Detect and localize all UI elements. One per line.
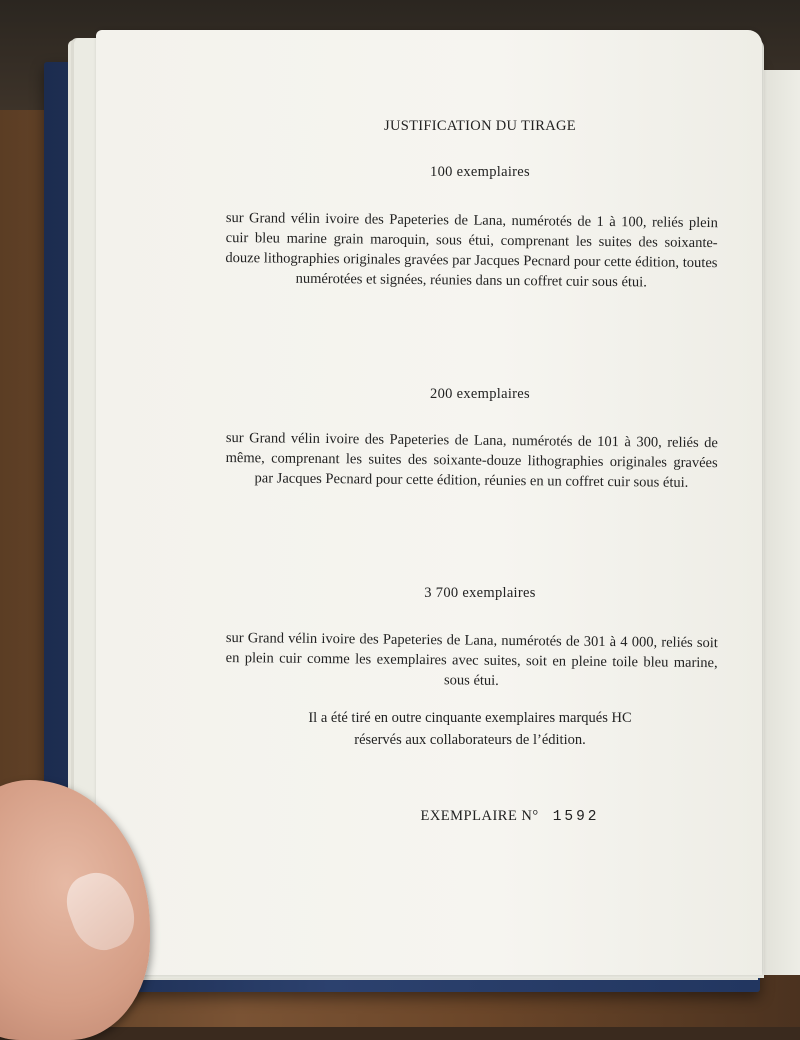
section2-title: 200 exemplaires <box>430 386 530 402</box>
section2-text: sur Grand vélin ivoire des Papeteries de Lana, numérotés de 101 à 300, reliés de même, comprenant les suites des soixante-douze lithographies originales gravées par Jacques Pecnard pour cette édition, réunies en un coffret cuir sous étui. <box>225 429 718 491</box>
exemplaire-number: 1592 <box>552 809 600 825</box>
note-line1: Il a été tiré en outre cinquante exemplaires marqués HC <box>308 710 632 726</box>
section3-text: sur Grand vélin ivoire des Papeteries de Lana, numérotés de 301 à 4 000, reliés soit en plein cuir comme les exemplaires avec suites, soit en pleine toile bleu marine, sous étui. <box>225 629 718 689</box>
exemplaire-line <box>300 806 720 827</box>
page-heading: JUSTIFICATION DU TIRAGE <box>384 118 576 134</box>
section1-title: 100 exemplaires <box>430 164 530 180</box>
section3-title: 3 700 exemplaires <box>424 585 536 601</box>
section1-text: sur Grand vélin ivoire des Papeteries de Lana, numérotés de 1 à 100, reliés plein cuir bleu marine grain maroquin, sous étui, comprenant les suites des soixante-douze lithographies originales gravées par Jacques Pecnard pour cette édition, toutes numérotées et signées, réunies dans un coffret cuir sous étui. <box>225 209 718 291</box>
exemplaire-label: EXEMPLAIRE N° <box>420 808 539 824</box>
note-line2: réservés aux collaborateurs de l’édition. <box>354 732 586 748</box>
